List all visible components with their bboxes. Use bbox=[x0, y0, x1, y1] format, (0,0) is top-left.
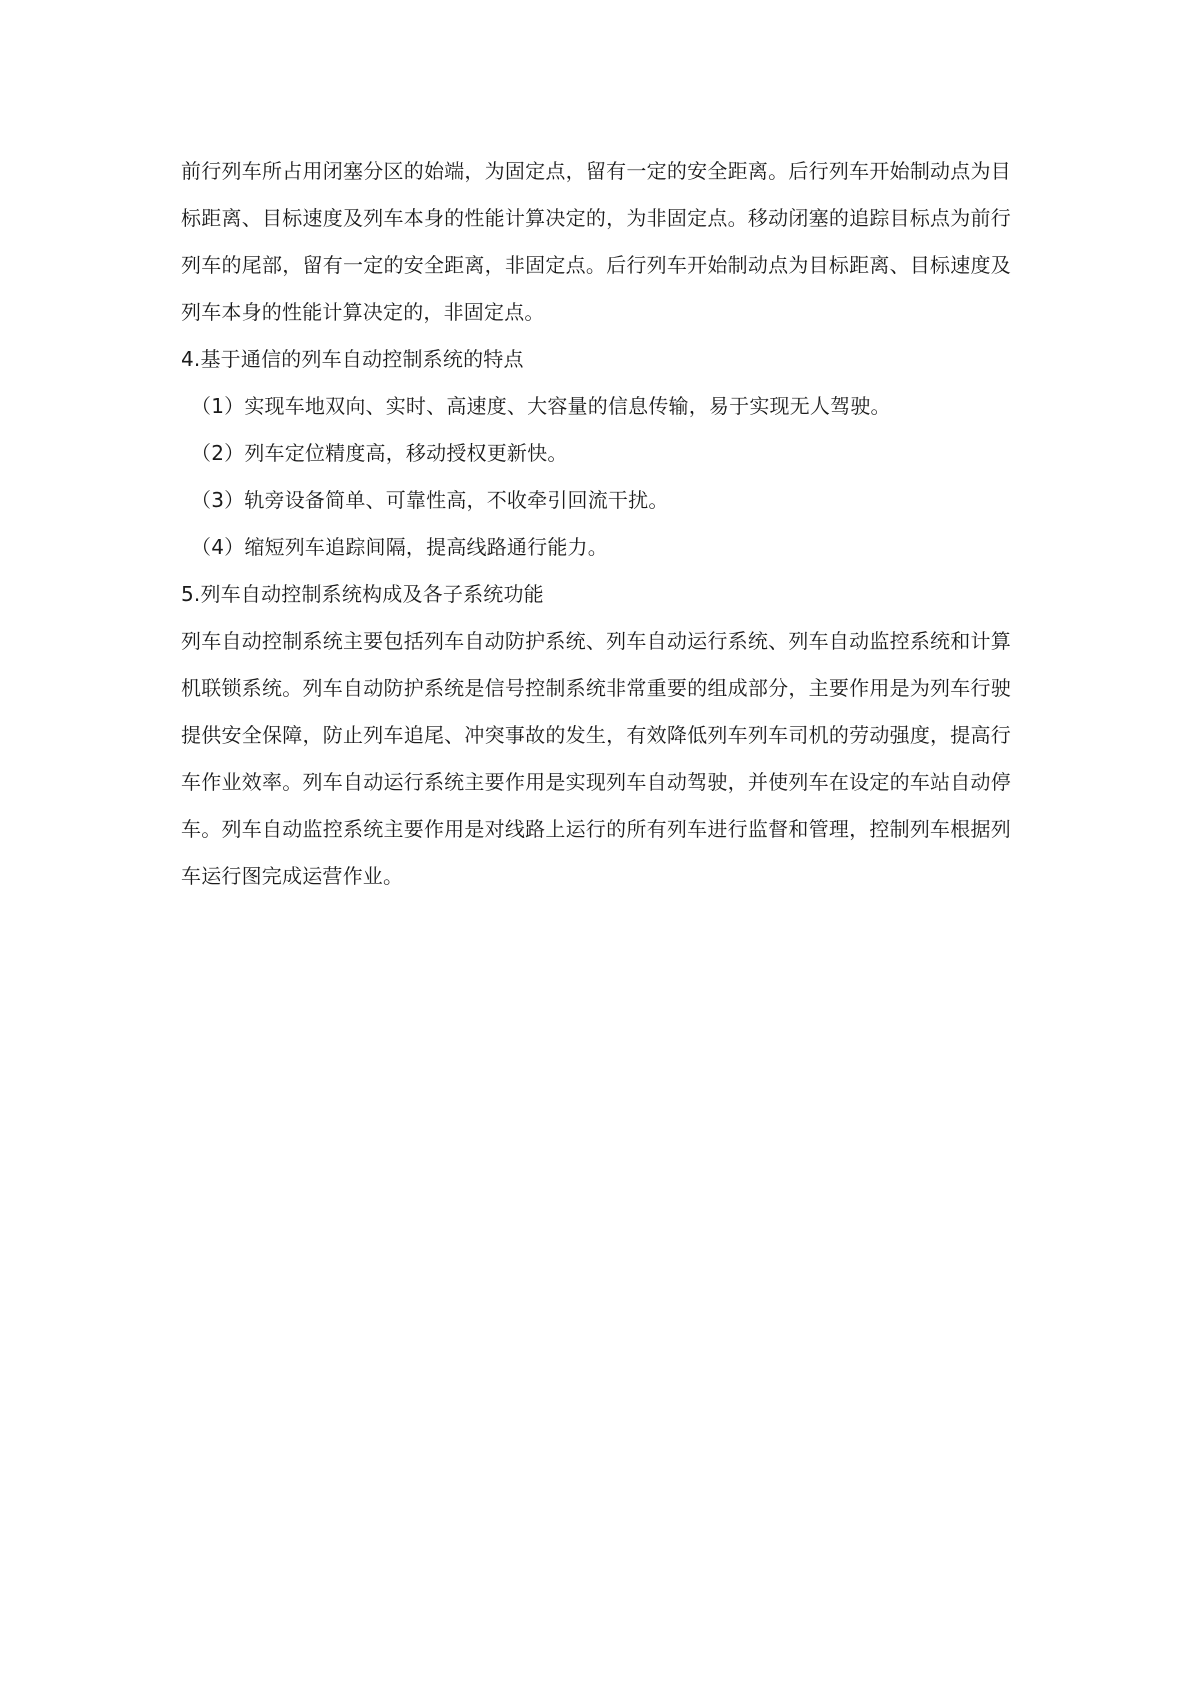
list-item: （1）实现车地双向、实时、高速度、大容量的信息传输，易于实现无人驾驶。 bbox=[191, 394, 891, 418]
section-5-paragraph: 列车自动控制系统主要包括列车自动防护系统、列车自动运行系统、列车自动监控系统和计算机联锁系统。列车自动防护系统是信号控制系统非常重要的组成部分，主要作用是为列车行驶提供安全保障，防止列车追尾、冲突事故的发生，有效降低列车列车司机的劳动强度，提高行车作业效率。列车自动运行系统主要作用是实现列车自动驾驶，并使列车在设定的车站自动停车。列车自动监控系统主要作用是对线路上运行的所有列车进行监督和管理，控制列车根据列车运行图完成运营作业。 bbox=[181, 629, 1011, 888]
document-body bbox=[181, 148, 1011, 900]
list-item: （4）缩短列车追踪间隔，提高线路通行能力。 bbox=[191, 535, 608, 559]
list-item: （3）轨旁设备简单、可靠性高，不收牵引回流干扰。 bbox=[191, 488, 669, 512]
section-5-heading: 5.列车自动控制系统构成及各子系统功能 bbox=[181, 582, 544, 606]
section-4-heading: 4.基于通信的列车自动控制系统的特点 bbox=[181, 347, 524, 371]
section-4-list bbox=[181, 383, 1011, 571]
intro-paragraph: 前行列车所占用闭塞分区的始端，为固定点，留有一定的安全距离。后行列车开始制动点为目标距离、目标速度及列车本身的性能计算决定的，为非固定点。移动闭塞的追踪目标点为前行列车的尾部，留有一定的安全距离，非固定点。后行列车开始制动点为目标距离、目标速度及列车本身的性能计算决定的，非固定点。 bbox=[181, 159, 1011, 324]
list-item: （2）列车定位精度高，移动授权更新快。 bbox=[191, 441, 568, 465]
